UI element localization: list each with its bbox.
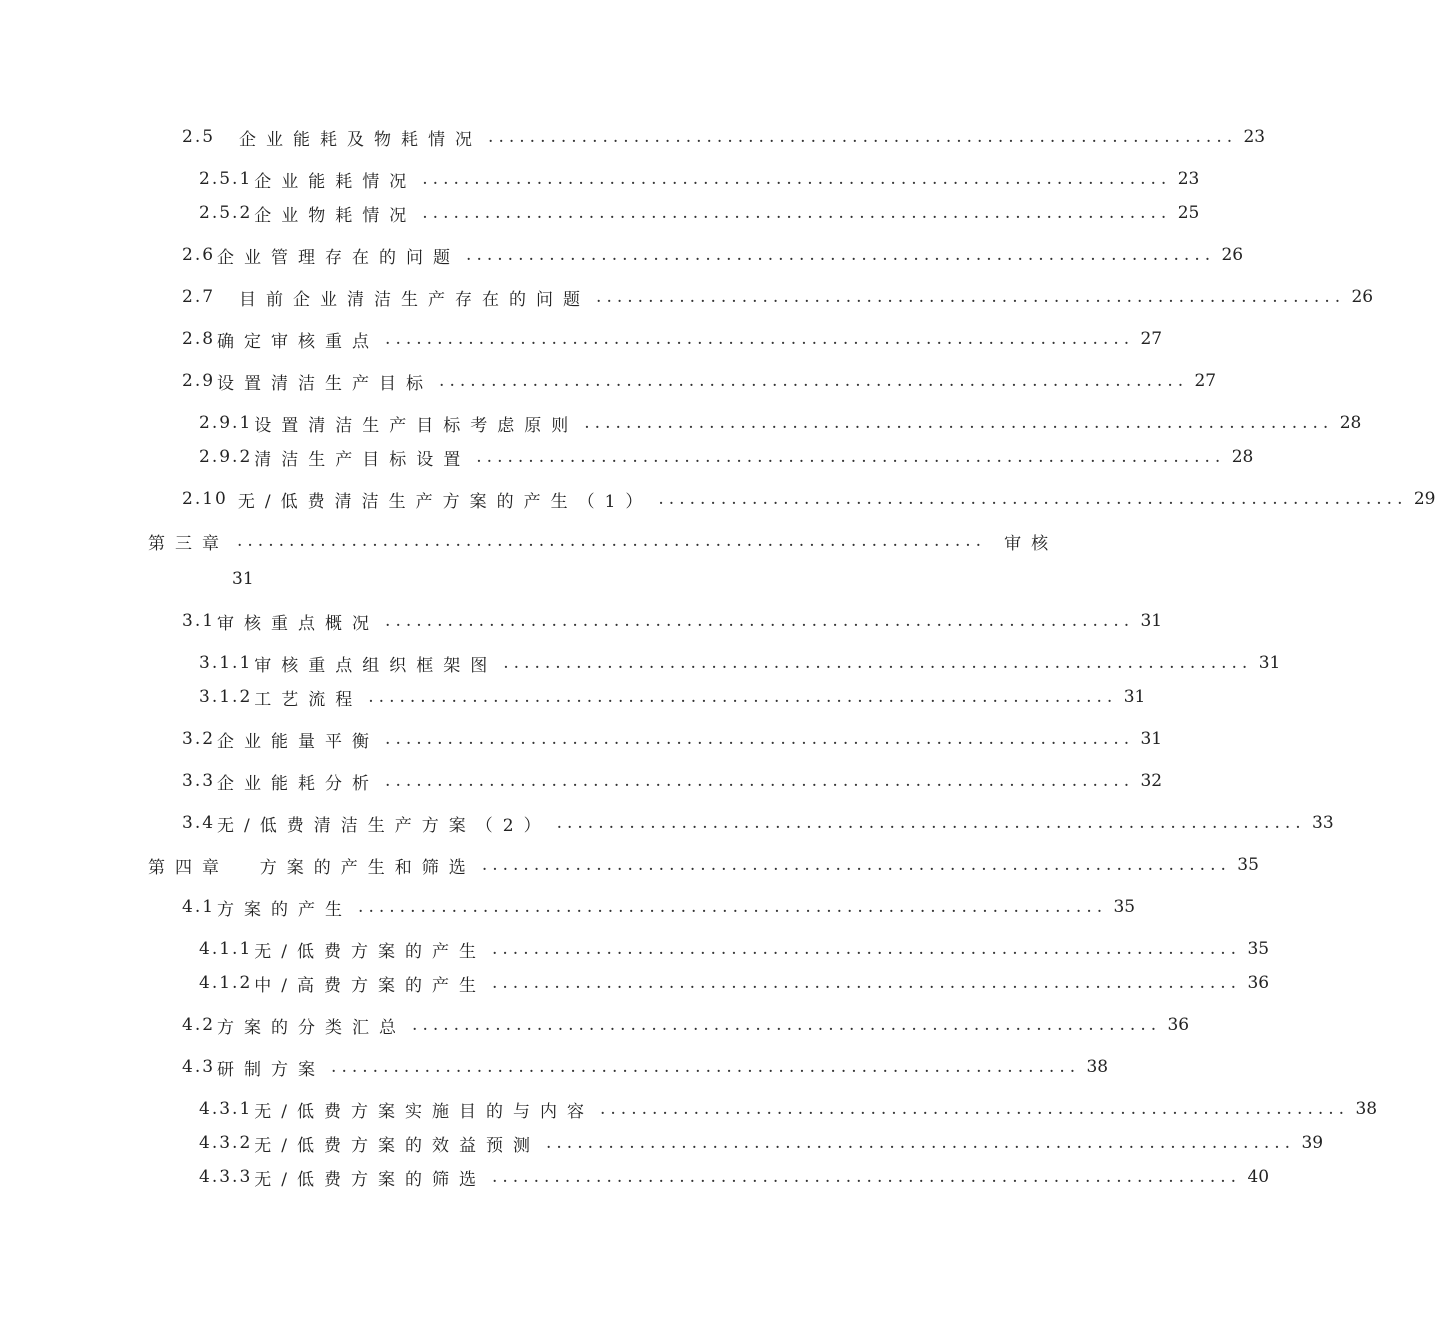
dot-leader: ........................................................................ [422, 203, 1172, 223]
toc-title: 无/低费清洁生产方案（2） [217, 815, 551, 836]
toc-title: 无/低费方案的筛选 [254, 1169, 486, 1190]
toc-title: 企业管理存在的问题 [217, 247, 461, 268]
toc-number: 2.5.1 [199, 169, 253, 189]
dot-leader: ........................................................................ [492, 939, 1242, 959]
toc-number: 2.9.1 [199, 413, 253, 433]
toc-entry-2-9-2[interactable] [199, 444, 1254, 470]
toc-page-number: 26 [1221, 245, 1244, 265]
toc-title: 研制方案 [217, 1059, 326, 1080]
toc-page-number: 35 [1247, 939, 1270, 959]
toc-page-number: 25 [1177, 203, 1200, 223]
toc-page-number: 35 [1113, 897, 1136, 917]
toc-title: 第三章 [148, 533, 229, 554]
toc-number: 3.2 [182, 729, 216, 749]
toc-page-number: 31 [1140, 729, 1163, 749]
toc-page-number: 38 [1355, 1099, 1378, 1119]
toc-title: 中/高费方案的产生 [254, 975, 486, 996]
toc-title: 方案的分类汇总 [217, 1017, 407, 1038]
toc-entry-3-4[interactable] [182, 810, 1334, 836]
toc-number: 2.10 [182, 489, 228, 509]
dot-leader: ........................................................................ [385, 771, 1135, 791]
toc-number: 4.3.1 [199, 1099, 253, 1119]
dot-leader: ........................................................................ [546, 1133, 1296, 1153]
dot-leader: ........................................................................ [596, 287, 1346, 307]
toc-page-number: 23 [1243, 127, 1266, 147]
toc-entry-2-5-1[interactable] [199, 166, 1200, 192]
toc-number: 2.8 [182, 329, 216, 349]
toc-page-number: 28 [1231, 447, 1254, 467]
dot-leader: ........................................................................ [368, 687, 1118, 707]
dot-leader: ........................................................................ [422, 169, 1172, 189]
toc-page-number: 32 [1140, 771, 1163, 791]
toc-number: 2.7 [182, 287, 216, 307]
toc-entry-2-5-2[interactable] [199, 200, 1200, 226]
toc-title: 企业能量平衡 [217, 731, 380, 752]
dot-leader: ........................................................................ [658, 489, 1408, 509]
toc-entry-3-3[interactable] [182, 768, 1163, 794]
toc-title: 清洁生产目标设置 [254, 449, 471, 470]
dot-leader: ........................................................................ [412, 1015, 1162, 1035]
toc-title: 企业能耗分析 [217, 773, 380, 794]
toc-page-number: 36 [1167, 1015, 1190, 1035]
toc-entry-4-3-2[interactable] [199, 1130, 1324, 1156]
toc-title: 设置清洁生产目标考虑原则 [254, 415, 579, 436]
toc-page-number: 38 [1086, 1057, 1109, 1077]
dot-leader: ........................................................................ [385, 611, 1135, 631]
toc-entry-2-9-1[interactable] [199, 410, 1362, 436]
dot-leader: ........................................................................ [331, 1057, 1081, 1077]
toc-entry-3-1-1[interactable] [199, 650, 1281, 676]
toc-page-number: 40 [1247, 1167, 1270, 1187]
toc-page-number: 33 [1312, 813, 1334, 833]
dot-leader: ........................................................................ [503, 653, 1253, 673]
toc-number: 3.1.1 [199, 653, 253, 673]
toc-page-number: 31 [1258, 653, 1281, 673]
toc-entry-4-3-3[interactable] [199, 1164, 1270, 1190]
toc-number: 4.2 [182, 1015, 216, 1035]
toc-title: 方案的产生 [217, 899, 353, 920]
toc-title: 企业物耗情况 [254, 205, 417, 226]
toc-page-number: 35 [1237, 855, 1259, 875]
toc-title: 无/低费方案的产生 [254, 941, 486, 962]
toc-number: 2.5 [182, 127, 216, 147]
toc-entry-4-3-1[interactable] [199, 1096, 1378, 1122]
dot-leader: ........................................................................ [556, 813, 1306, 833]
toc-number: 4.1 [182, 897, 216, 917]
toc-number: 2.9.2 [199, 447, 253, 467]
toc-page-number: 36 [1247, 973, 1270, 993]
toc-page-number: 27 [1194, 371, 1217, 391]
toc-entry-2-9[interactable] [182, 368, 1217, 394]
toc-title-tail: 审核 [1004, 533, 1059, 554]
toc-entry-2-6[interactable] [182, 242, 1244, 268]
toc-entry-2-7[interactable] [182, 284, 1374, 310]
toc-entry-2-10[interactable] [182, 486, 1435, 512]
toc-number: 3.3 [182, 771, 216, 791]
toc-title: 无/低费方案的效益预测 [254, 1135, 540, 1156]
dot-leader: ........................................................................ [492, 1167, 1242, 1187]
toc-number: 4.3.2 [199, 1133, 253, 1153]
toc-entry-4-3[interactable] [182, 1054, 1109, 1080]
toc-page-number: 27 [1140, 329, 1163, 349]
toc-entry-4-1-1[interactable] [199, 936, 1270, 962]
toc-page-number: 29 [1413, 489, 1435, 509]
toc-title: 企业能耗及物耗情况 [239, 129, 483, 150]
dot-leader: ........................................................................ [584, 413, 1334, 433]
dot-leader: ........................................................................ [466, 245, 1216, 265]
toc-number: 4.1.2 [199, 973, 253, 993]
toc-number: 2.9 [182, 371, 216, 391]
dot-leader: ........................................................................ [481, 855, 1231, 875]
dot-leader: ........................................................................ [385, 729, 1135, 749]
dot-leader: ........................................................................ [492, 973, 1242, 993]
dot-leader: ........................................................................ [439, 371, 1189, 391]
toc-entry-2-8[interactable] [182, 326, 1163, 352]
toc-title: 确定审核重点 [217, 331, 380, 352]
toc-number: 3.4 [182, 813, 216, 833]
toc-entry-3-1-2[interactable] [199, 684, 1146, 710]
toc-title: 审核重点概况 [217, 613, 380, 634]
toc-page-number: 39 [1301, 1133, 1324, 1153]
toc-title: 第四章 方案的产生和筛选 [148, 857, 476, 878]
toc-title: 审核重点组织框架图 [254, 655, 498, 676]
toc-entry-4-1-2[interactable] [199, 970, 1270, 996]
toc-title: 企业能耗情况 [254, 171, 417, 192]
toc-page-number: 31 [232, 569, 254, 589]
toc-entry-chapter-3[interactable] [148, 528, 1059, 554]
toc-title: 无/低费方案实施目的与内容 [254, 1101, 594, 1122]
toc-number: 3.1.2 [199, 687, 253, 707]
toc-title: 无/低费清洁生产方案的产生（1） [237, 491, 653, 512]
toc-entry-4-1[interactable] [182, 894, 1136, 920]
toc-page-number: 31 [1140, 611, 1163, 631]
toc-entry-2-5[interactable] [182, 124, 1266, 150]
dot-leader: ........................................................................ [488, 127, 1238, 147]
toc-page-number: 26 [1351, 287, 1374, 307]
toc-number: 2.5.2 [199, 203, 253, 223]
toc-entry-chapter-4[interactable] [148, 852, 1259, 878]
dot-leader: ........................................................................ [237, 531, 987, 551]
toc-number: 4.3.3 [199, 1167, 253, 1187]
toc-entry-3-1[interactable] [182, 608, 1163, 634]
toc-page-number: 28 [1339, 413, 1362, 433]
toc-page-number: 31 [1123, 687, 1146, 707]
toc-entry-3-2[interactable] [182, 726, 1163, 752]
toc-title: 目前企业清洁生产存在的问题 [239, 289, 591, 310]
toc-entry-4-2[interactable] [182, 1012, 1190, 1038]
toc-title: 设置清洁生产目标 [217, 373, 434, 394]
toc-number: 2.6 [182, 245, 216, 265]
toc-number: 3.1 [182, 611, 216, 631]
toc-page-number: 23 [1177, 169, 1200, 189]
toc-number: 4.1.1 [199, 939, 253, 959]
toc-number: 4.3 [182, 1057, 216, 1077]
dot-leader: ........................................................................ [385, 329, 1135, 349]
dot-leader: ........................................................................ [358, 897, 1108, 917]
dot-leader: ........................................................................ [476, 447, 1226, 467]
dot-leader: ........................................................................ [600, 1099, 1350, 1119]
toc-title: 工艺流程 [254, 689, 363, 710]
